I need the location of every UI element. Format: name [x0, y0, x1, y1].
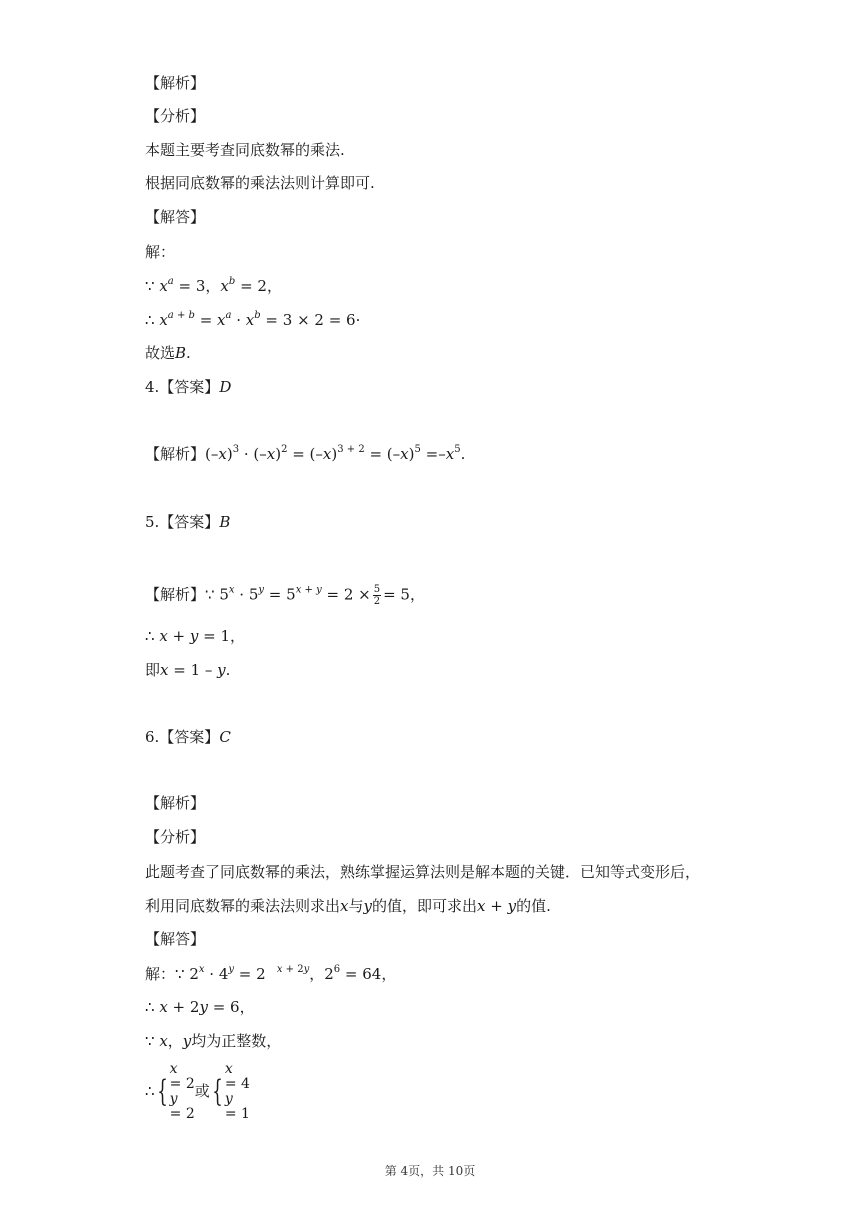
equation: ∵ x，y均为正整数，: [145, 1032, 282, 1050]
text-span: 与: [348, 897, 364, 915]
analysis-header: 【解析】: [145, 794, 206, 812]
fenxi-text: 根据同底数幂的乘法法则计算即可.: [145, 174, 375, 192]
answer-letter: B: [219, 513, 231, 531]
equation: 即x = 1 – y.: [145, 661, 231, 679]
conclusion: 故选B.: [145, 344, 191, 362]
jie-label: 解：: [145, 243, 176, 261]
equation: ∴ x + y = 1，: [145, 627, 246, 645]
answer-label: 4.【答案】: [145, 378, 220, 396]
fraction: $\frac{5}{2}$: [373, 584, 381, 607]
jieda-header: 【解答】: [145, 930, 206, 948]
answer-line: [145, 512, 230, 532]
answer-letter: D: [219, 378, 232, 396]
fenxi-text: 本题主要考查同底数幂的乘法.: [145, 141, 345, 159]
page-footer: 第 4页，共 10页: [384, 1164, 476, 1178]
equation: 【解析】$(-x)^3 \cdot (-x)^2 = (-x)^{3 + 2} = (-x)^5 =-x^5$.: [145, 444, 466, 463]
answer-line: [145, 377, 231, 397]
answer-label: 6.【答案】: [145, 728, 220, 746]
fenxi-text: 此题考查了同底数幂的乘法，熟练掌握运算法则是解本题的关键．已知等式变形后，: [145, 863, 701, 881]
equation: ∴ $x^{a + b} = x^a \cdot x^b = 3 \times 2 = 6\cdot$: [145, 310, 361, 329]
fenxi-header: 【分析】: [145, 107, 206, 125]
text-span: 的值，即可求出: [371, 897, 477, 915]
analysis-header: 【解析】: [145, 74, 206, 92]
analysis-label: 【解析】: [145, 585, 206, 604]
equation: ∴ x + 2y = 6，: [145, 998, 255, 1016]
jieda-header: 【解答】: [145, 208, 206, 226]
choice-letter: B: [175, 344, 187, 362]
fenxi-text: 利用同底数幂的乘法法则求出x与y的值，即可求出x + y的值.: [145, 897, 551, 915]
jie-label: 解：: [145, 965, 176, 983]
or-text: 或: [194, 1082, 210, 1100]
prefix-text: 即: [145, 661, 161, 679]
answer-letter: C: [219, 728, 231, 746]
text-span: 均为正整数，: [191, 1032, 282, 1050]
answer-line: [145, 727, 231, 747]
text-span: 利用同底数幂的乘法法则求出: [145, 897, 341, 915]
equation: 【解析】∵ $5^x \cdot 5^y = 5^{x + y} = 2$ × $\frac{5}{2}$ = 5，: [145, 584, 425, 607]
fenxi-header: 【分析】: [145, 828, 206, 846]
equation: 解：∵ $2^x \cdot 4^y = 2$ $^{x + 2y}$，$2^6 = 64$，: [145, 964, 397, 983]
answer-label: 5.【答案】: [145, 513, 220, 531]
equation-system: ∴{ x = 2 y = 2 或{ x = 4 y = 1: [145, 1061, 250, 1122]
equation: ∵ $x^a = 3$，$x^b = 2$，: [145, 276, 282, 295]
text-span: 的值.: [516, 897, 551, 915]
analysis-label: 【解析】: [145, 445, 206, 463]
conclusion-text: 故选: [145, 344, 176, 362]
